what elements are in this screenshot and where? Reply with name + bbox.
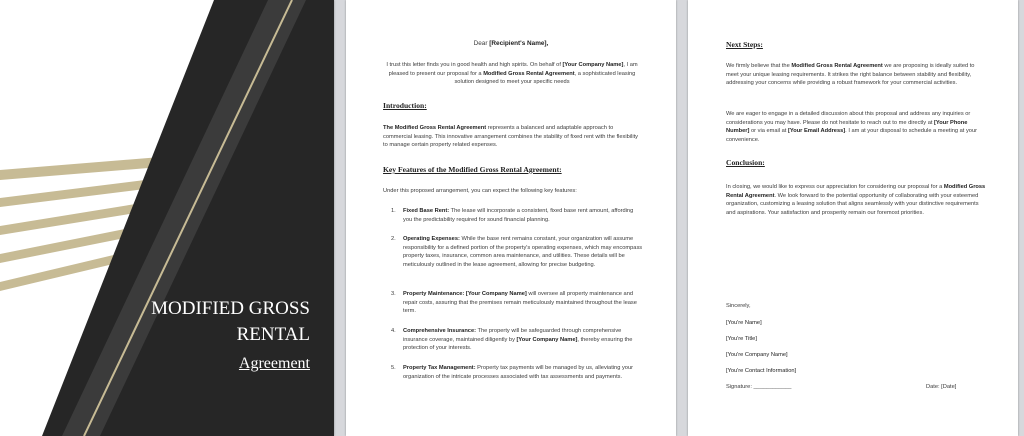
introduction-bold: The Modified Gross Rental Agreement xyxy=(383,125,487,131)
agreement-name: Modified Gross Rental Agreement xyxy=(791,63,883,69)
signature-line: Signature: ____________ xyxy=(726,384,792,390)
feature-number: 1. xyxy=(391,208,396,214)
feature-text: , thereby ensuring the protection of your interests. xyxy=(403,336,633,351)
phone-placeholder: [Your Phone Number] xyxy=(726,119,968,134)
feature-company: [Your Company Name] xyxy=(465,291,527,297)
letter-page-2 xyxy=(688,0,1018,436)
feature-item-3 xyxy=(391,290,643,316)
feature-title: Operating Expenses: xyxy=(403,236,460,242)
feature-text: Property tax payments will be managed by us, alleviating your organization of the intricate processes associated with tax assessments and payments. xyxy=(403,365,634,380)
next-steps-paragraph-2 xyxy=(726,110,988,144)
text-segment: We are eager to engage in a detailed discussion about this proposal and address any inquiries or considerations you may have. Please do not hesitate to reach out to me directly at xyxy=(726,111,971,126)
email-placeholder: [Your Email Address] xyxy=(787,128,846,134)
feature-item-2 xyxy=(391,235,643,269)
feature-title: Comprehensive Insurance: xyxy=(403,328,477,334)
date-line: Date: [Date] xyxy=(926,384,957,390)
feature-number: 4. xyxy=(391,328,396,334)
introduction-text: represents a balanced and adaptable approach to commercial leasing. This innovative arrangement combines the stability of fixed rent with the flexibility to manage certain property related expenses. xyxy=(383,125,639,148)
feature-company: [Your Company Name] xyxy=(516,336,578,343)
intro-agreement: Modified Gross Rental Agreement xyxy=(483,70,575,77)
introduction-heading: Introduction: xyxy=(383,101,427,110)
text-segment: In closing, we would like to express our appreciation for considering our proposal for a xyxy=(726,184,944,190)
feature-item-4 xyxy=(391,327,643,353)
conclusion-paragraph xyxy=(726,183,988,217)
intro-text-2: , I am pleased to present our proposal for a xyxy=(388,62,638,77)
next-steps-heading: Next Steps: xyxy=(726,40,763,49)
feature-number: 3. xyxy=(391,291,396,297)
feature-text: The lease will incorporate a consistent, fixed base rent amount, affording you the predictability required for sound financial planning. xyxy=(403,208,634,223)
feature-text: will oversee all property maintenance and repair costs, assuring that the premises remain meticulously maintained throughout the lease term. xyxy=(403,291,637,314)
features-intro: Under this proposed arrangement, you can expect the following key features: xyxy=(383,188,577,194)
feature-title: Property Maintenance: xyxy=(403,291,465,297)
closing: Sincerely, xyxy=(726,303,751,309)
feature-text: The property will be safeguarded through comprehensive insurance coverage, maintained diligently by xyxy=(403,328,622,343)
feature-number: 2. xyxy=(391,236,396,242)
text-segment: or via email at xyxy=(749,128,788,134)
agreement-name: Modified Gross Rental Agreement xyxy=(726,184,986,199)
intro-text-3: , a sophisticated leasing solution designed to meet your specific needs xyxy=(454,70,636,85)
recipient-name: [Recipient's Name], xyxy=(489,40,549,47)
letter-page-1 xyxy=(346,0,676,436)
feature-item-1 xyxy=(391,207,643,224)
text-segment: . We look forward to the potential opportunity of collaborating with your esteemed organization, customizing a leasing solution that aligns seamlessly with your distinctive requirements and aspirations. Your satisfaction and prosperity remain our foremost priorities. xyxy=(726,192,979,216)
signer-name: [You're Name] xyxy=(726,320,762,326)
intro-company: [Your Company Name] xyxy=(562,62,624,68)
signer-title: [You're Title] xyxy=(726,336,757,342)
salutation xyxy=(366,40,656,49)
feature-title: Fixed Base Rent: xyxy=(403,208,450,214)
text-segment: we are proposing is ideally suited to meet your unique leasing requirements. It strikes the right balance between stability and flexibility, addressing your concerns while providing a robust framework for your commercial activities. xyxy=(726,63,975,86)
cover-page xyxy=(0,0,334,436)
cover-title-line-1: MODIFIED GROSS xyxy=(151,298,310,319)
introduction-paragraph xyxy=(383,124,641,150)
feature-text: While the base rent remains constant, your organization will assume responsibility for a defined portion of the property's operating expenses, which may encompass property taxes, insurance, common area maintenance, and utilities. These details will be meticulously outlined in the lease agreement, allowing for precise budgeting. xyxy=(403,236,643,268)
cover-subtitle: Agreement xyxy=(238,355,310,372)
signer-company: [You're Company Name] xyxy=(726,352,788,358)
cover-title-line-2: RENTAL xyxy=(236,324,310,345)
text-segment: We firmly believe that the xyxy=(726,63,792,69)
next-steps-paragraph-1 xyxy=(726,62,988,88)
salutation-prefix: Dear xyxy=(473,40,490,47)
intro-text-1: I trust this letter finds you in good health and high spirits. On behalf of xyxy=(386,62,563,68)
feature-title: Property Tax Management: xyxy=(403,365,476,371)
features-heading: Key Features of the Modified Gross Rental Agreement: xyxy=(383,165,562,174)
signer-contact: [You're Contact Information] xyxy=(726,368,797,374)
text-segment: . I am at your disposal to schedule a meeting at your convenience. xyxy=(726,128,978,143)
feature-item-5 xyxy=(391,364,643,381)
feature-number: 5. xyxy=(391,365,396,371)
intro-paragraph xyxy=(381,61,643,87)
conclusion-heading: Conclusion: xyxy=(726,158,765,167)
